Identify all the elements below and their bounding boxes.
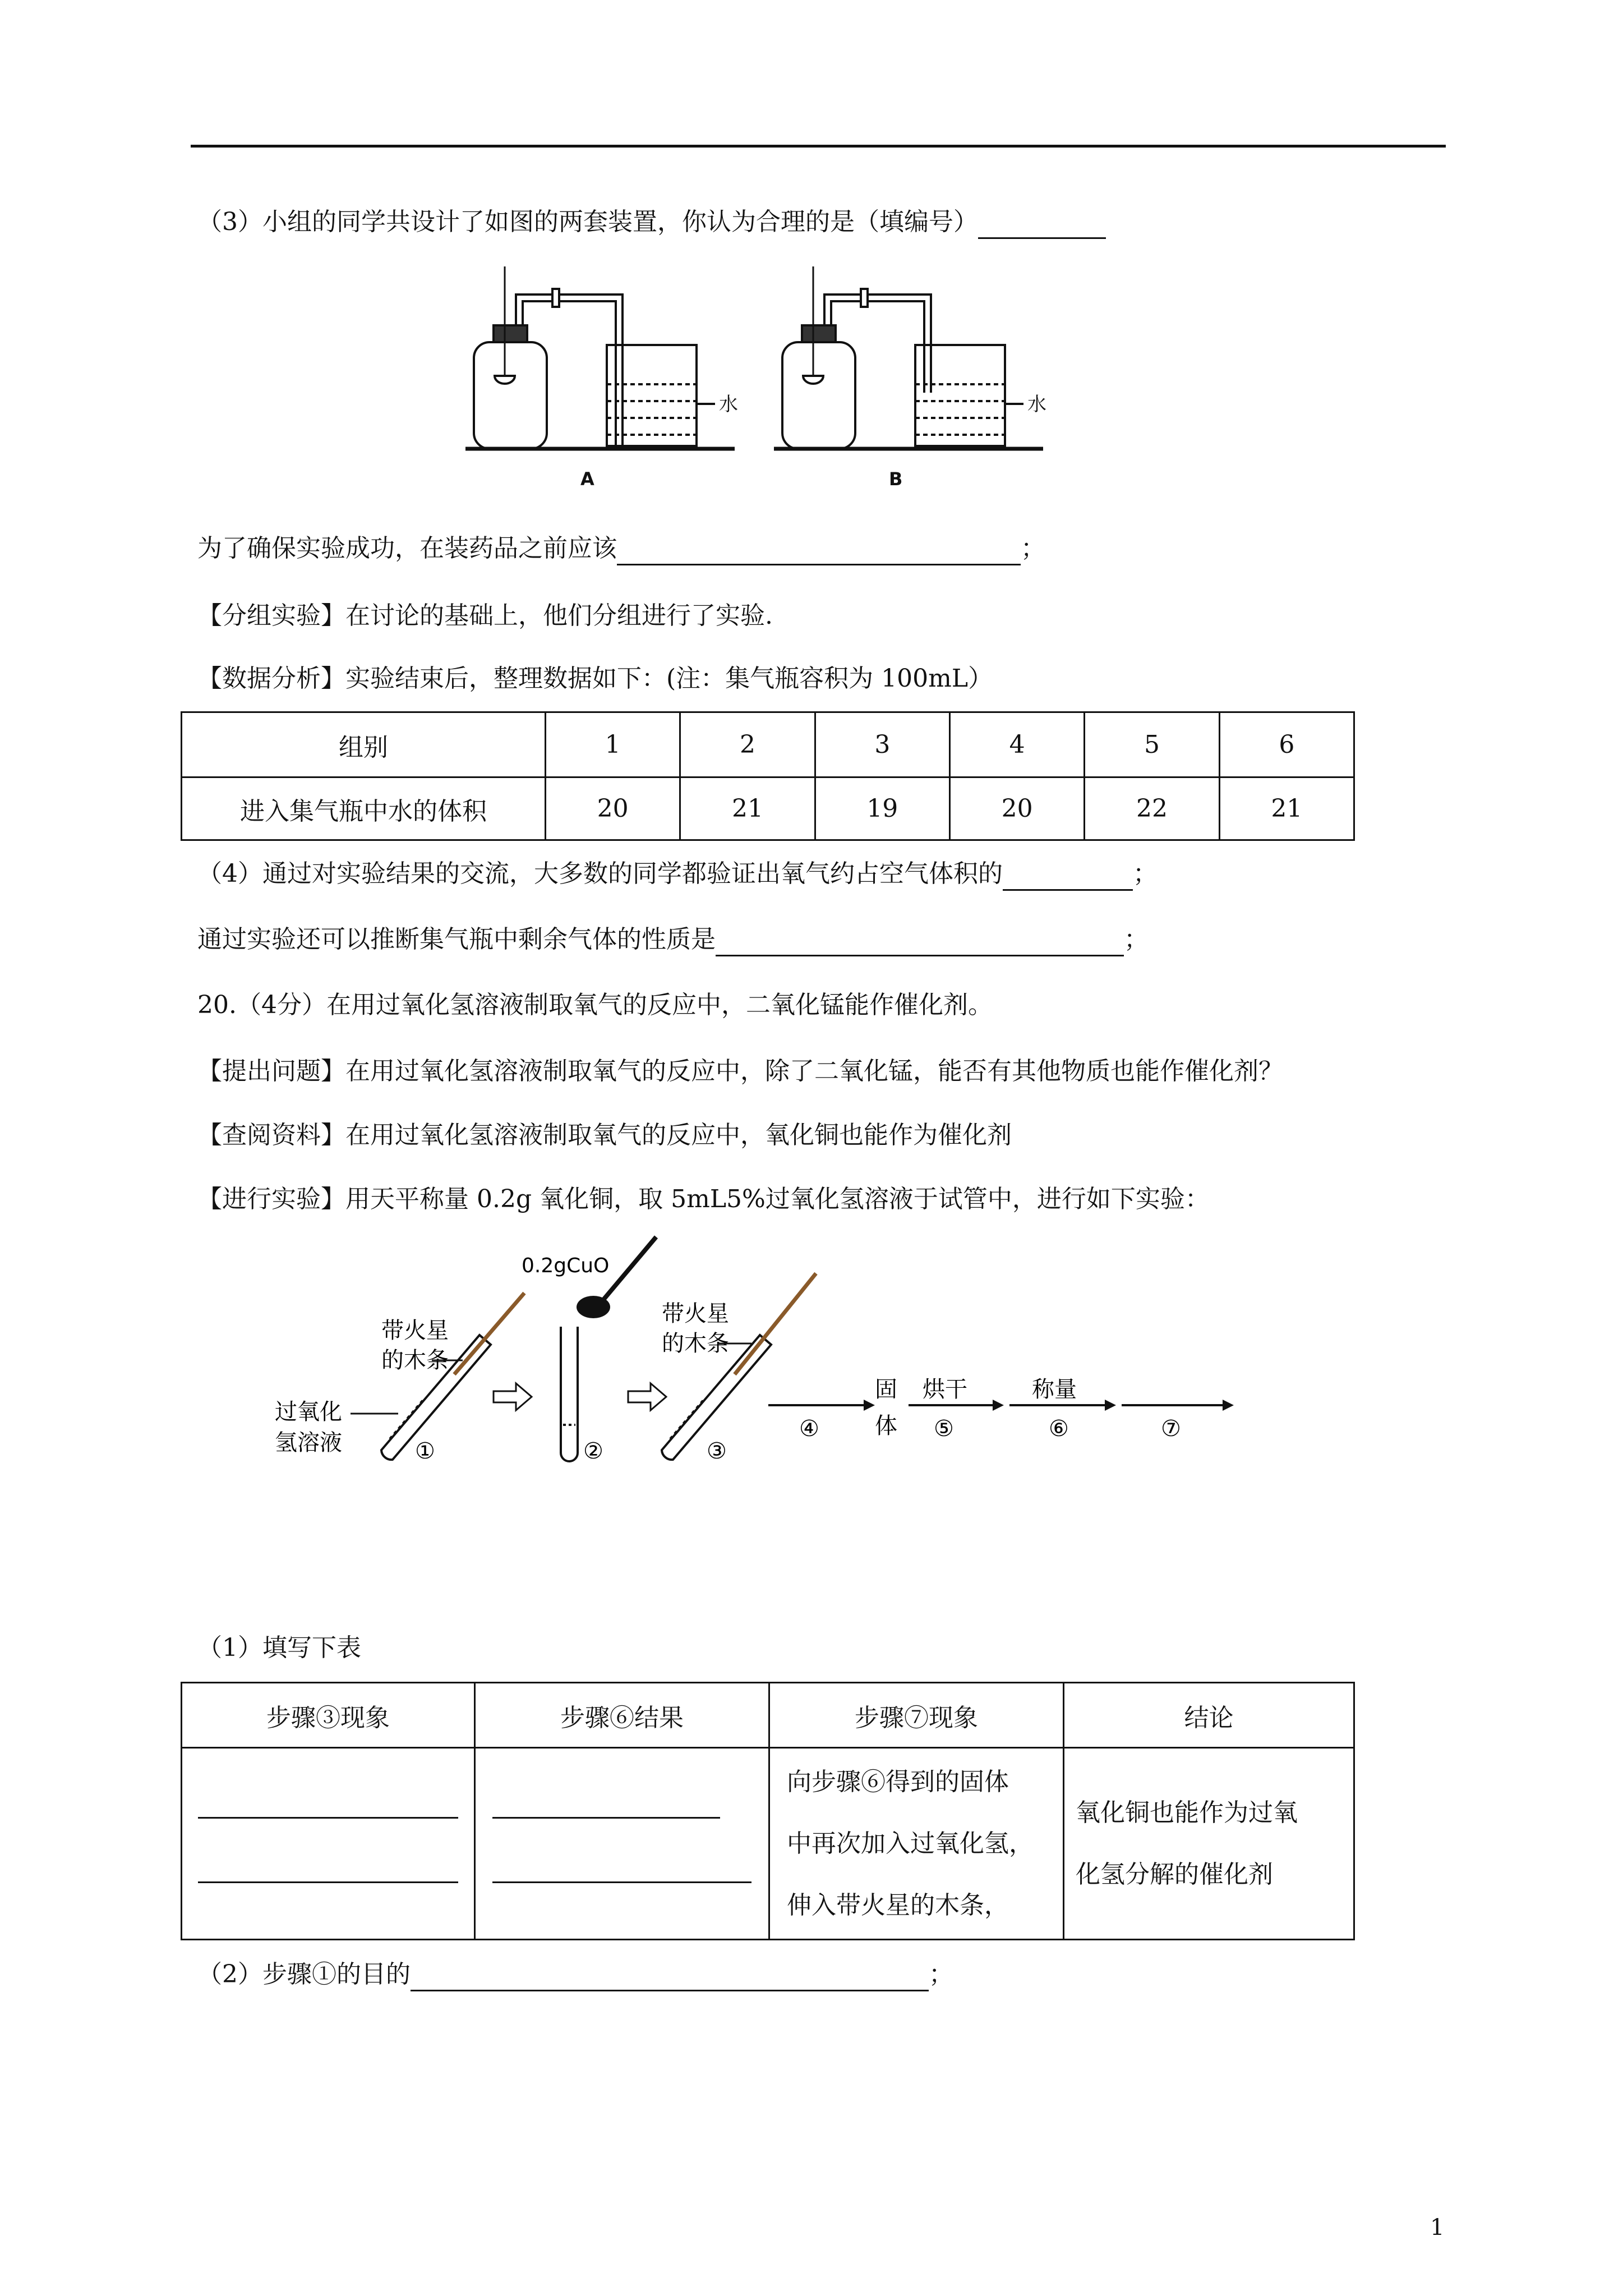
apparatus-b: [774, 266, 1043, 449]
dry-label: 烘干: [923, 1377, 967, 1402]
weigh-label: 称量: [1032, 1377, 1077, 1402]
hollow-arrow-1: [494, 1383, 532, 1410]
q4-line: （4）通过对实验结果的交流，大多数的同学都验证出氧气约占空气体积的 ；: [197, 857, 1158, 891]
splint-label-2a: 带火星: [662, 1301, 729, 1327]
solution-label-b: 氢溶液: [275, 1430, 342, 1456]
splint-3: [735, 1273, 816, 1374]
cuo-label: 0.2gCuO: [522, 1254, 610, 1277]
check-answer-blank[interactable]: [617, 538, 1021, 565]
apparatus-a-label: A: [580, 468, 594, 490]
volume-cell: 20: [949, 777, 1084, 840]
q2-line: （2）步骤①的目的 ；: [197, 1958, 953, 1991]
step3-answer-cell[interactable]: [182, 1748, 475, 1940]
group-header: 组别: [182, 712, 546, 777]
volume-cell: 21: [680, 777, 815, 840]
q2-answer-blank[interactable]: [411, 1964, 929, 1991]
page-number: 1: [1430, 2215, 1445, 2240]
step7-cell: 向步骤⑥得到的固体 中再次加入过氧化氢， 伸入带火星的木条，: [769, 1748, 1064, 1940]
step6-blank-2[interactable]: [492, 1880, 751, 1883]
table2-header: 步骤③现象: [182, 1683, 475, 1748]
step6-blank-1[interactable]: [492, 1816, 720, 1819]
result-table: [181, 1682, 1355, 1940]
clamp-a: [552, 289, 559, 307]
conclusion-cell: 氧化铜也能作为过氧 化氢分解的催化剂: [1064, 1748, 1354, 1940]
step3-blank-2[interactable]: [198, 1880, 458, 1883]
solution-label-a: 过氧化: [275, 1399, 342, 1425]
fill-table-line: （1）填写下表: [197, 1634, 361, 1662]
volume-cell: 19: [815, 777, 949, 840]
apparatus-figure: [460, 264, 1077, 505]
header-rule: [191, 145, 1446, 148]
question-line: 【提出问题】在用过氧化氢溶液制取氧气的反应中，除了二氧化锰，能否有其他物质也能作催化剂？: [197, 1057, 1283, 1085]
splint-1: [454, 1293, 524, 1374]
hollow-arrow-2: [628, 1383, 666, 1410]
group-cell: 2: [680, 712, 815, 777]
beaker-a: [607, 345, 697, 446]
reference-line: 【查阅资料】在用过氧化氢溶液制取氧气的反应中，氧化铜也能作为催化剂: [197, 1121, 1012, 1149]
solid-label-a: 固: [875, 1377, 897, 1402]
splint-label-2b: 的木条: [662, 1331, 729, 1356]
step6-answer-cell[interactable]: [475, 1748, 769, 1940]
infer-line: 通过实验还可以推断集气瓶中剩余气体的性质是 ；: [197, 923, 1149, 956]
group-cell: 4: [949, 712, 1084, 777]
apparatus-b-label: B: [889, 468, 903, 490]
volume-cell: 21: [1219, 777, 1354, 840]
water-label-b: 水: [1027, 393, 1046, 416]
step2-label: ②: [583, 1438, 603, 1464]
infer-answer-blank[interactable]: [716, 929, 1124, 956]
tube-a-inner: [523, 301, 616, 446]
data-analysis-line: 【数据分析】实验结束后，整理数据如下：(注：集气瓶容积为 100mL）: [197, 664, 993, 693]
group-experiment-line: 【分组实验】在讨论的基础上，他们分组进行了实验.: [197, 601, 773, 630]
step5-label: ⑤: [934, 1416, 954, 1442]
splint-label-1b: 的木条: [381, 1347, 449, 1373]
q3-answer-blank[interactable]: [978, 211, 1106, 239]
volume-cell: 22: [1085, 777, 1219, 840]
q3-text: （3）小组的同学共设计了如图的两套装置，你认为合理的是（填编号）: [197, 208, 978, 236]
step1-label: ①: [415, 1438, 435, 1464]
spoon-a: [495, 376, 515, 384]
water-label-a: 水: [719, 393, 738, 416]
step3-blank-1[interactable]: [198, 1816, 458, 1819]
step7-label: ⑦: [1161, 1416, 1181, 1442]
q20-line: 20.（4分）在用过氧化氢溶液制取氧气的反应中，二氧化锰能作催化剂。: [197, 991, 993, 1019]
table2-header: 步骤⑦现象: [769, 1683, 1064, 1748]
splint-label-1a: 带火星: [381, 1318, 449, 1343]
process-figure: [269, 1228, 1267, 1481]
check-text: 为了确保实验成功，在装药品之前应该: [197, 534, 617, 563]
stopper-a: [494, 325, 527, 342]
q4-answer-blank[interactable]: [1003, 863, 1133, 891]
check-line: 为了确保实验成功，在装药品之前应该 ；: [197, 532, 1045, 565]
group-cell: 6: [1219, 712, 1354, 777]
step6-label: ⑥: [1049, 1416, 1069, 1442]
volume-header: 进入集气瓶中水的体积: [182, 777, 546, 840]
step3-label: ③: [707, 1438, 727, 1464]
table2-header: 结论: [1064, 1683, 1354, 1748]
jar-a: [474, 342, 547, 449]
step4-label: ④: [799, 1416, 819, 1442]
table2-header: 步骤⑥结果: [475, 1683, 769, 1748]
data-table: [181, 711, 1355, 841]
group-cell: 3: [815, 712, 949, 777]
tube-2: [561, 1327, 578, 1461]
experiment-line: 【进行实验】用天平称量 0.2g 氧化铜，取 5mL5%过氧化氢溶液于试管中，进行如下实验：: [197, 1185, 1210, 1213]
volume-cell: 20: [546, 777, 680, 840]
q3-line: [197, 205, 1106, 239]
group-cell: 5: [1085, 712, 1219, 777]
group-cell: 1: [546, 712, 680, 777]
apparatus-a: [465, 266, 735, 449]
spoon-handle: [603, 1237, 656, 1300]
solid-label-b: 体: [875, 1413, 897, 1439]
